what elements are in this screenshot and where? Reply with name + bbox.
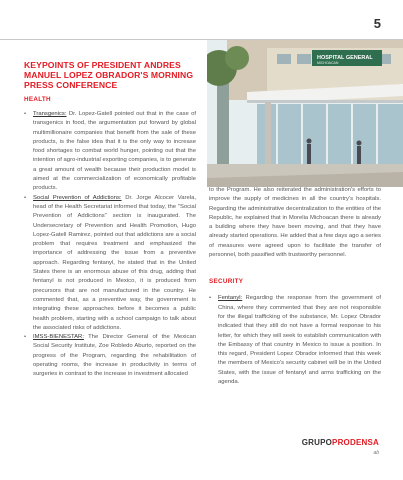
bullet-head: Fentanyl: xyxy=(218,295,243,302)
right-column xyxy=(209,186,381,387)
bullet-text: Dr. Jorge Alcocer Varela, head of the Health Secretariat informed that today, the "Social Prevention of Addictions" section is inaugurated. The Undersecretary of Prevention and Health Promotion, Hugo Lopez-Gatell Ramirez, pointed out that addictions are a social problem that requires treatment and emphasized the importance of addressing the issue from a preventive approach. Regarding fentanyl, he stated that in the United States there is an enormous abuse of this drug, adding that fentanyl is not produced in Mexico, it is produced from precursors that are not manufactured in the country. He commented that, as a preventive way, the government is integrating these approaches before it becomes a public health problem, starting with a school campaign to talk about the associated risks of addictions. xyxy=(33,194,196,331)
section-heading-health: HEALTH xyxy=(24,96,51,103)
page-title: KEYPOINTS OF PRESIDENT ANDRES MANUEL LOPEZ OBRADOR'S MORNING PRESS CONFERENCE xyxy=(24,60,194,90)
logo-accent: PRODENSA xyxy=(332,438,379,447)
section-heading-security: SECURITY xyxy=(209,278,244,286)
bullet-head: Transgenics: xyxy=(33,111,67,117)
health-continuation-text: to the Program. He also reiterated the administration's efforts to improve the supply of medicines in all the country's hospitals. Regarding the administrative decentralization to the entities of the Republic, he explained that in Morelia Michoacan there is already a building where they have been moving, and that they have already started operations. He added that a few days ago a series of measures were agreed upon to facilitate the transfer of personnel, both passified with trustworthy personnel. xyxy=(209,187,381,259)
sign-text: HOSPITAL GENERAL xyxy=(317,55,373,61)
bullet-head: Social Prevention of Addictions: xyxy=(33,194,122,201)
logo-tag: ab xyxy=(373,450,379,456)
bullet-head: IMSS-BIENESTAR: xyxy=(33,334,84,341)
bullet-imss-bienestar xyxy=(24,333,196,379)
bullet-text: Regarding the response from the government of China, where they commented that they are not responsible for the illegal trafficking of the substance, Mr. Lopez Obrador indicated that they still do not have a formal response to his letter, for which they will seek to establish communication with the Embassy of that country in Mexico to issue a position. In this regard, President Lopez Obrador informed that this week the members of Mexico's security cabinet will be in the United States, with the issue of fentanyl and arms trafficking on the agenda. xyxy=(218,295,381,386)
bullet-fentanyl xyxy=(209,294,381,387)
bullet-addictions xyxy=(24,194,196,333)
bullet-text: Dr. Lopez-Gatell pointed out that in the case of transgenics in food, the argumentation put forward by global multimillionaire companies that benefit from the sale of these products, is the false idea that it is the only way to increase food shortages to combat world hunger, pointing out that the intention of agro-industrial exporting companies, is to generate a great amount of wealth because their production model is aimed at the commercialization of economically profitable products. xyxy=(33,111,196,192)
page-number: 5 xyxy=(373,16,381,31)
left-column xyxy=(24,110,196,380)
bullet-transgenics xyxy=(24,110,196,194)
logo-main: GRUPO xyxy=(301,438,333,447)
sign-subtext: MICHOACAN xyxy=(317,61,339,65)
hospital-photo xyxy=(207,40,403,187)
hospital-illustration xyxy=(207,40,403,187)
bullet-text: The Director General of the Mexican Social Security Institute, Zoe Robledo Aburto, reported on the progress of the Program, regarding the rehabilitation of operating rooms, the increase in productivity in terms of surgeries in contrast to the increase in investment allocated xyxy=(33,334,196,378)
grupo-prodensa-logo xyxy=(302,432,379,456)
